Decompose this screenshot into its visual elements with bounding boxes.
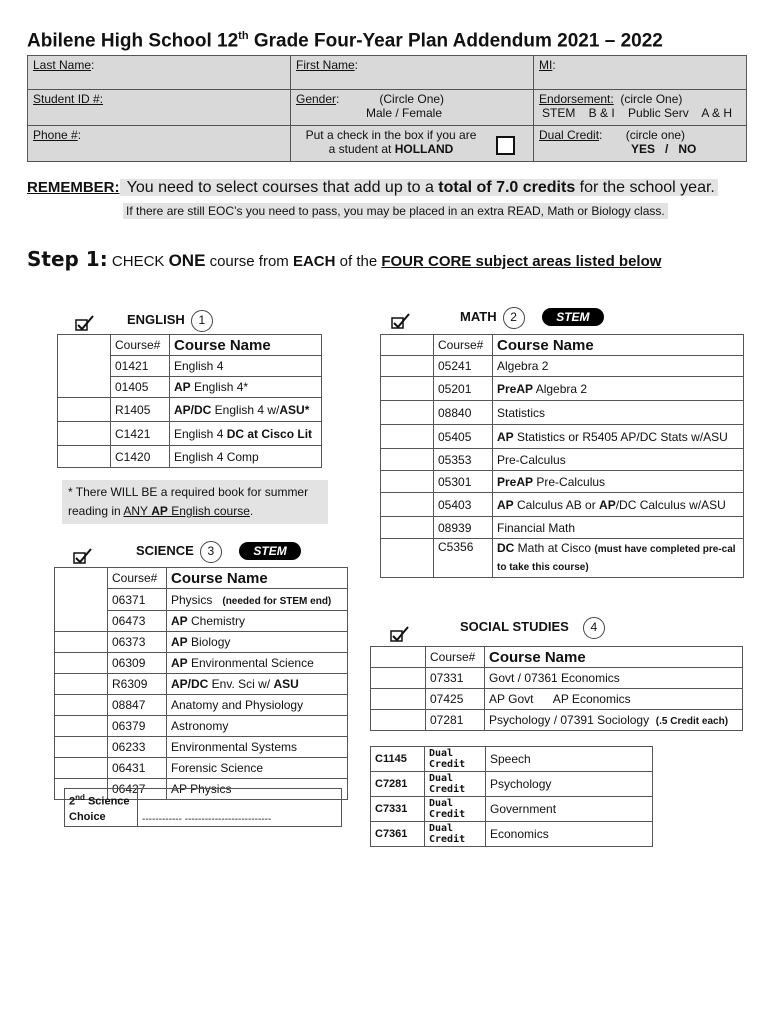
table-row[interactable]: 01421 English 4 (58, 356, 322, 377)
table-row[interactable]: 06233 Environmental Systems (55, 737, 348, 758)
table-row[interactable]: 07281 Psychology / 07391 Sociology (.5 Credit each) (371, 710, 743, 731)
table-row[interactable]: 06373 AP Biology (55, 632, 348, 653)
table-row[interactable]: 06379 Astronomy (55, 716, 348, 737)
table-row[interactable]: 05201 PreAP Algebra 2 (381, 377, 744, 401)
stem-badge: STEM (239, 542, 300, 560)
table-row[interactable]: 06427 AP Physics (55, 779, 348, 800)
gender-field[interactable]: Gender: (Circle One) Male / Female (291, 90, 534, 126)
mi-field[interactable]: MI: (534, 56, 747, 90)
table-row[interactable]: 06473 AP Chemistry (55, 611, 348, 632)
table-row[interactable]: C5356 DC Math at Cisco (must have completed pre-cal to take this course) (381, 539, 744, 578)
table-row[interactable]: 05353 Pre-Calculus (381, 449, 744, 471)
student-id-field[interactable]: Student ID #: (28, 90, 291, 126)
endorsement-field[interactable]: Endorsement: (circle One) STEM B & I Public Serv A & H (534, 90, 747, 126)
checkbox-check-icon[interactable] (390, 626, 410, 642)
page-title: Abilene High School 12th Grade Four-Year Plan Addendum 2021 – 2022 (27, 30, 663, 52)
math-course-table: Course# Course Name 05241 Algebra 2 05201 PreAP Algebra 2 08840 Statistics 05405 AP Statistics or R5405 AP/DC Stats w/ASU 05353 Pre-Calculus 05301 PreAP Pre-Calculus 05403 AP Calculus AB or AP/DC Calculus w/ASU 08939 Financial Math C5356 DC Math at Cisco (must have completed pre-cal to take this course) (380, 334, 744, 578)
table-row[interactable]: C7281 Dual Credit Psychology (371, 772, 653, 797)
table-row[interactable]: 07331 Govt / 07361 Economics (371, 668, 743, 689)
table-row[interactable]: 05405 AP Statistics or R5405 AP/DC Stats w/ASU (381, 425, 744, 449)
holland-checkbox[interactable] (496, 136, 515, 155)
second-science-choice: 2nd Science Choice ------------ -------------------------- (64, 788, 342, 827)
table-row[interactable]: 08847 Anatomy and Physiology (55, 695, 348, 716)
table-row[interactable]: C1421 English 4 DC at Cisco Lit (58, 422, 322, 446)
science-course-table: Course# Course Name 06371 Physics (needed for STEM end) 06473 AP Chemistry 06373 AP Biology 06309 AP Environmental Science R6309 AP/DC Env. Sci w/ ASU 08847 Anatomy and Physiology 06379 Astronomy 06233 Environmental Systems 06431 Forensic Science 06427 AP Physics (54, 567, 348, 800)
step-1-instruction: Step 1: CHECK ONE course from EACH of the FOUR CORE subject areas listed below (27, 247, 662, 271)
table-row[interactable]: R1405 AP/DC English 4 w/ASU* (58, 398, 322, 422)
science-section-title: SCIENCE 3 STEM (136, 541, 301, 563)
social-studies-section-title: SOCIAL STUDIES 4 (460, 617, 605, 639)
math-section-title: MATH 2 STEM (460, 307, 604, 329)
eoc-note: If there are still EOC’s you need to pass, you may be placed in an extra READ, Math or Biology class. (123, 203, 668, 219)
table-row[interactable]: 05241 Algebra 2 (381, 356, 744, 377)
summer-reading-note: * There WILL BE a required book for summer reading in ANY AP English course. (62, 480, 328, 524)
first-name-field[interactable]: First Name: (291, 56, 534, 90)
last-name-field[interactable]: Last Name: (28, 56, 291, 90)
holland-field: Put a check in the box if you are a student at HOLLAND (291, 126, 534, 162)
table-row[interactable]: C7361 Dual Credit Economics (371, 822, 653, 847)
table-row[interactable]: C7331 Dual Credit Government (371, 797, 653, 822)
stem-badge: STEM (542, 308, 603, 326)
table-row[interactable]: 08840 Statistics (381, 401, 744, 425)
table-row[interactable]: 05301 PreAP Pre-Calculus (381, 471, 744, 493)
table-row[interactable]: 06431 Forensic Science (55, 758, 348, 779)
second-science-input[interactable]: ------------ -------------------------- (138, 789, 342, 827)
table-row[interactable]: R6309 AP/DC Env. Sci w/ ASU (55, 674, 348, 695)
table-row[interactable]: 01405 AP English 4* (58, 377, 322, 398)
checkbox-check-icon[interactable] (73, 548, 93, 564)
table-row[interactable]: 07425 AP Govt AP Economics (371, 689, 743, 710)
social-studies-course-table: Course# Course Name 07331 Govt / 07361 Economics 07425 AP Govt AP Economics 07281 Psychology / 07391 Sociology (.5 Credit each) (370, 646, 743, 731)
table-row[interactable]: 05403 AP Calculus AB or AP/DC Calculus w/ASU (381, 493, 744, 517)
phone-field[interactable]: Phone #: (28, 126, 291, 162)
table-row[interactable]: C1420 English 4 Comp (58, 446, 322, 468)
english-course-table: Course# Course Name 01421 English 4 01405 AP English 4* R1405 AP/DC English 4 w/ASU* C1421 English 4 DC at Cisco Lit C1420 English 4 Comp (57, 334, 322, 468)
table-row[interactable]: C1145 Dual Credit Speech (371, 747, 653, 772)
dual-credit-field[interactable]: Dual Credit: (circle one) YES / NO (534, 126, 747, 162)
student-info-table (27, 55, 747, 162)
table-row[interactable]: 06371 Physics (needed for STEM end) (55, 589, 348, 611)
table-row[interactable]: 08939 Financial Math (381, 517, 744, 539)
dual-credit-table (370, 746, 653, 847)
remember-line: REMEMBER: You need to select courses that add up to a total of 7.0 credits for the school year. (27, 179, 718, 197)
checkbox-check-icon[interactable] (391, 313, 411, 329)
checkbox-check-icon[interactable] (75, 315, 95, 331)
table-row[interactable]: 06309 AP Environmental Science (55, 653, 348, 674)
english-section-title: ENGLISH 1 (127, 310, 213, 332)
